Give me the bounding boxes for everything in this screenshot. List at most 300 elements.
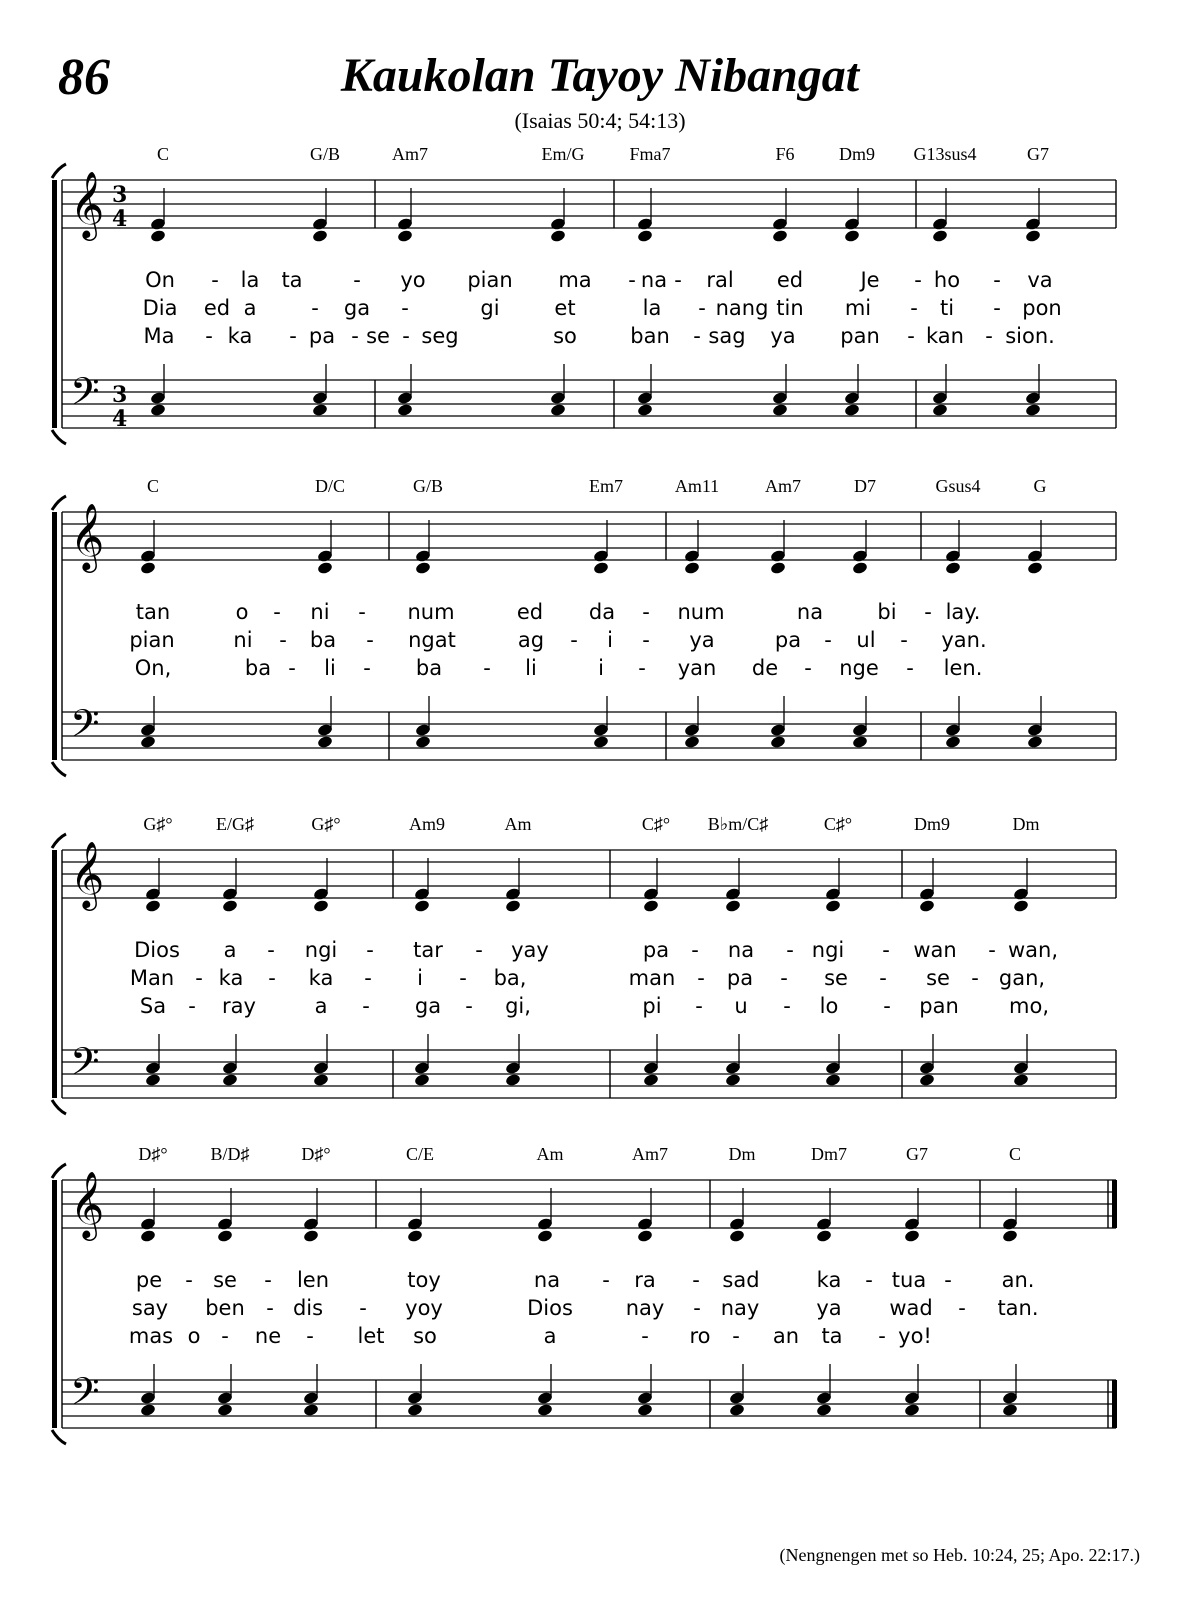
- lyric-hyphen: -: [188, 994, 196, 1018]
- chord-symbol: G13sus4: [913, 144, 977, 164]
- lyric-syllable: ed: [516, 600, 544, 624]
- lyric-hyphen: -: [289, 324, 297, 348]
- lyric-syllable: pon: [1022, 296, 1062, 320]
- system-bracket: [52, 1180, 57, 1428]
- lyric-syllable: so: [553, 324, 577, 348]
- lyric-hyphen: -: [804, 656, 812, 680]
- lyric-hyphen: -: [691, 938, 699, 962]
- lyric-hyphen: -: [311, 296, 319, 320]
- scripture-reference: (Isaias 50:4; 54:13): [514, 108, 686, 133]
- lyric-hyphen: -: [366, 938, 374, 962]
- lyric-hyphen: -: [306, 1324, 314, 1348]
- treble-note-head: [145, 899, 162, 913]
- lyric-syllable: yan: [677, 656, 717, 680]
- chord-symbol: C/E: [405, 1144, 435, 1164]
- lyric-syllable: sag: [708, 324, 746, 348]
- chord-symbol: G♯°: [311, 814, 341, 834]
- lyric-syllable: de: [751, 656, 779, 680]
- treble-note-head: [825, 899, 842, 913]
- lyric-syllable: nge: [839, 656, 879, 680]
- lyric-syllable: ga: [414, 994, 442, 1018]
- lyric-syllable: num: [677, 600, 725, 624]
- lyric-hyphen: -: [988, 938, 996, 962]
- bass-note-head: [140, 1403, 157, 1417]
- lyric-syllable: i: [598, 656, 604, 680]
- treble-clef-icon: 𝄞: [70, 502, 105, 570]
- lyric-hyphen: -: [641, 1324, 649, 1348]
- lyric-syllable: tan: [135, 600, 171, 624]
- lyric-syllable: se: [824, 966, 848, 990]
- chord-symbol: Am7: [765, 476, 801, 496]
- lyric-hyphen: -: [944, 1268, 952, 1292]
- system-bracket: [52, 180, 57, 428]
- lyric-hyphen: -: [267, 938, 275, 962]
- treble-note-head: [317, 561, 334, 575]
- lyric-syllable: tin: [776, 296, 804, 320]
- bass-note-head: [217, 1403, 234, 1417]
- chord-symbol: G7: [1027, 144, 1049, 164]
- lyric-hyphen: -: [362, 994, 370, 1018]
- lyric-hyphen: -: [195, 966, 203, 990]
- treble-note-head: [637, 1229, 654, 1243]
- lyric-syllable: ray: [222, 994, 256, 1018]
- lyric-hyphen: -: [642, 600, 650, 624]
- lyric-hyphen: -: [642, 628, 650, 652]
- lyric-hyphen: -: [985, 324, 993, 348]
- lyric-syllable: ba: [415, 656, 443, 680]
- lyric-syllable: gi: [480, 296, 500, 320]
- chord-symbol: D♯°: [301, 1144, 331, 1164]
- bass-note-head: [844, 403, 861, 417]
- chord-symbol: Dm9: [914, 814, 950, 834]
- lyric-syllable: so: [413, 1324, 437, 1348]
- treble-note-head: [816, 1229, 833, 1243]
- lyric-hyphen: -: [698, 296, 706, 320]
- bass-note-head: [637, 403, 654, 417]
- chord-symbol: G/B: [412, 476, 444, 496]
- lyric-syllable: ro: [689, 1324, 711, 1348]
- lyric-hyphen: -: [602, 1268, 610, 1292]
- lyric-syllable: ni: [233, 628, 253, 652]
- lyric-syllable: ba: [244, 656, 272, 680]
- bracket-hook: [52, 1430, 66, 1444]
- lyric-hyphen: -: [221, 1324, 229, 1348]
- bass-note-head: [1002, 1403, 1019, 1417]
- lyric-syllable: ho: [933, 268, 961, 292]
- lyric-hyphen: -: [732, 1324, 740, 1348]
- lyric-syllable: ya: [816, 1296, 842, 1320]
- bass-note-head: [919, 1073, 936, 1087]
- lyric-syllable: an: [772, 1324, 800, 1348]
- chord-symbol: G♯°: [143, 814, 173, 834]
- lyric-syllable: na: [796, 600, 824, 624]
- lyric-syllable: mas: [128, 1324, 174, 1348]
- chord-symbol: C: [156, 144, 170, 164]
- treble-note-head: [729, 1229, 746, 1243]
- lyric-syllable: Dia: [142, 296, 178, 320]
- lyric-syllable: o: [235, 600, 249, 624]
- chord-symbol: Fma7: [629, 144, 671, 164]
- lyric-hyphen: -: [693, 324, 701, 348]
- lyric-syllable: yo!: [898, 1324, 932, 1348]
- time-signature-bottom: 4: [112, 406, 128, 432]
- treble-clef-icon: 𝄞: [70, 840, 105, 908]
- chord-symbol: D♯°: [138, 1144, 168, 1164]
- treble-note-head: [414, 899, 431, 913]
- treble-note-head: [150, 229, 167, 243]
- lyric-syllable: gan,: [998, 966, 1046, 990]
- lyric-hyphen: -: [465, 994, 473, 1018]
- chord-symbol: D7: [854, 476, 876, 496]
- lyric-syllable: li: [525, 656, 537, 680]
- time-signature-bottom: 4: [112, 206, 128, 232]
- lyric-syllable: On,: [134, 656, 172, 680]
- bass-note-head: [729, 1403, 746, 1417]
- lyric-syllable: ben: [205, 1296, 245, 1320]
- lyric-hyphen: -: [363, 656, 371, 680]
- lyric-syllable: se: [926, 966, 950, 990]
- lyric-hyphen: -: [401, 296, 409, 320]
- lyric-syllable: ne: [254, 1324, 282, 1348]
- treble-clef-icon: 𝄞: [70, 1170, 105, 1238]
- lyric-hyphen: -: [910, 296, 918, 320]
- staff-system-graphic: [0, 472, 1200, 792]
- lyric-hyphen: -: [695, 994, 703, 1018]
- treble-note-head: [593, 561, 610, 575]
- lyric-hyphen: -: [993, 268, 1001, 292]
- lyric-syllable: ral: [706, 268, 734, 292]
- lyric-syllable: wan,: [1007, 938, 1059, 962]
- lyric-hyphen: -: [692, 1268, 700, 1292]
- treble-note-head: [643, 899, 660, 913]
- lyric-syllable: pan: [919, 994, 959, 1018]
- lyric-syllable: pa: [774, 628, 802, 652]
- lyric-syllable: Sa: [139, 994, 167, 1018]
- treble-note-head: [772, 229, 789, 243]
- lyric-syllable: wad: [889, 1296, 933, 1320]
- chord-symbol: G: [1033, 476, 1047, 496]
- treble-note-head: [852, 561, 869, 575]
- hymn-title: Kaukolan Tayoy Nibangat: [340, 49, 860, 102]
- lyric-syllable: ma: [558, 268, 592, 292]
- lyric-syllable: On: [145, 268, 175, 292]
- lyric-syllable: Man: [129, 966, 175, 990]
- bass-note-head: [1027, 735, 1044, 749]
- lyric-hyphen: -: [266, 1296, 274, 1320]
- system-bracket: [52, 512, 57, 760]
- lyric-hyphen: -: [185, 1268, 193, 1292]
- lyric-syllable: sion.: [1005, 324, 1055, 348]
- bracket-hook: [52, 1100, 66, 1114]
- treble-note-head: [932, 229, 949, 243]
- bass-note-head: [397, 403, 414, 417]
- chord-symbol: F6: [775, 144, 795, 164]
- chord-symbol: Am: [536, 1144, 564, 1164]
- chord-symbol: Em/G: [541, 144, 585, 164]
- bass-note-head: [684, 735, 701, 749]
- lyric-syllable: num: [407, 600, 455, 624]
- lyric-syllable: a: [223, 938, 237, 962]
- bass-note-head: [816, 1403, 833, 1417]
- lyric-syllable: Dios: [527, 1296, 573, 1320]
- bracket-hook: [52, 762, 66, 776]
- lyric-syllable: ngi: [811, 938, 845, 962]
- lyric-syllable: i: [607, 628, 613, 652]
- lyric-syllable: ngi: [304, 938, 338, 962]
- lyric-syllable: bi: [877, 600, 897, 624]
- chord-symbol: Dm: [1012, 814, 1040, 834]
- chord-symbol: B/D♯: [210, 1144, 250, 1164]
- lyric-hyphen: -: [279, 628, 287, 652]
- lyric-syllable: ka: [227, 324, 253, 348]
- bass-note-head: [145, 1073, 162, 1087]
- bass-note-head: [643, 1073, 660, 1087]
- lyric-hyphen: -: [958, 1296, 966, 1320]
- bass-clef-icon: 𝄢: [70, 1039, 100, 1093]
- treble-note-head: [222, 899, 239, 913]
- lyric-syllable: la: [642, 296, 662, 320]
- bass-note-head: [772, 403, 789, 417]
- staff-system-graphic: [0, 140, 1200, 460]
- treble-note-head: [1002, 1229, 1019, 1243]
- lyric-hyphen: -: [273, 600, 281, 624]
- lyric-syllable: len: [296, 1268, 330, 1292]
- lyric-syllable: wan: [913, 938, 957, 962]
- lyric-syllable: ka: [308, 966, 334, 990]
- lyric-syllable: kan: [926, 324, 964, 348]
- bracket-hook: [52, 496, 66, 510]
- bass-note-head: [303, 1403, 320, 1417]
- lyric-syllable: o: [187, 1324, 201, 1348]
- treble-note-head: [725, 899, 742, 913]
- lyric-hyphen: -: [205, 324, 213, 348]
- lyric-syllable: ta: [821, 1324, 843, 1348]
- treble-note-head: [537, 1229, 554, 1243]
- lyric-syllable: man: [628, 966, 676, 990]
- chord-symbol: C: [146, 476, 160, 496]
- lyric-syllable: va: [1027, 268, 1053, 292]
- bass-note-head: [313, 1073, 330, 1087]
- lyric-hyphen: -: [697, 966, 705, 990]
- lyric-syllable: na: [533, 1268, 561, 1292]
- bass-note-head: [415, 735, 432, 749]
- lyric-syllable: pa: [308, 324, 336, 348]
- chord-symbol: Dm7: [811, 1144, 847, 1164]
- lyric-hyphen: -: [402, 324, 410, 348]
- bass-note-head: [537, 1403, 554, 1417]
- treble-note-head: [217, 1229, 234, 1243]
- chord-symbol: Am7: [392, 144, 428, 164]
- treble-note-head: [140, 561, 157, 575]
- lyric-syllable: Je: [860, 268, 880, 292]
- lyric-syllable: yay: [511, 938, 549, 962]
- bass-note-head: [414, 1073, 431, 1087]
- lyric-syllable: a: [543, 1324, 557, 1348]
- lyric-syllable: toy: [407, 1268, 441, 1292]
- bass-note-head: [637, 1403, 654, 1417]
- lyric-syllable: Dios: [134, 938, 180, 962]
- bass-note-head: [140, 735, 157, 749]
- lyric-hyphen: -: [907, 324, 915, 348]
- chord-symbol: Gsus4: [935, 476, 981, 496]
- treble-note-head: [1027, 561, 1044, 575]
- lyric-syllable: i: [417, 966, 423, 990]
- hymn-number: 86: [58, 49, 110, 106]
- bass-note-head: [407, 1403, 424, 1417]
- lyric-syllable: ul: [856, 628, 876, 652]
- lyric-syllable: len.: [943, 656, 983, 680]
- bass-note-head: [150, 403, 167, 417]
- lyric-syllable: nang: [715, 296, 769, 320]
- lyric-hyphen: -: [264, 1268, 272, 1292]
- lyric-syllable: ba: [309, 628, 337, 652]
- lyric-hyphen: -: [628, 268, 636, 292]
- chord-symbol: G7: [906, 1144, 928, 1164]
- bracket-hook: [52, 430, 66, 444]
- treble-note-head: [945, 561, 962, 575]
- lyric-syllable: pan: [840, 324, 880, 348]
- lyric-syllable: mo,: [1009, 994, 1049, 1018]
- lyric-syllable: yo: [400, 268, 426, 292]
- bass-clef-icon: 𝄢: [70, 1369, 100, 1423]
- chord-symbol: Dm: [728, 1144, 756, 1164]
- bass-note-head: [505, 1073, 522, 1087]
- chord-symbol: Am: [504, 814, 532, 834]
- lyric-syllable: gi,: [505, 994, 531, 1018]
- bass-note-head: [317, 735, 334, 749]
- system-bracket: [52, 850, 57, 1098]
- final-barline-thick: [1112, 1380, 1117, 1428]
- treble-note-head: [904, 1229, 921, 1243]
- lyric-syllable: ba,: [493, 966, 527, 990]
- treble-clef-icon: 𝄞: [70, 170, 105, 238]
- bracket-hook: [52, 834, 66, 848]
- lyric-syllable: Ma: [143, 324, 175, 348]
- lyric-syllable: pa: [642, 938, 670, 962]
- treble-note-head: [637, 229, 654, 243]
- lyric-hyphen: -: [786, 938, 794, 962]
- lyric-syllable: sad: [722, 1268, 760, 1292]
- bracket-hook: [52, 164, 66, 178]
- lyric-hyphen: -: [638, 656, 646, 680]
- lyric-hyphen: -: [879, 966, 887, 990]
- lyric-hyphen: -: [693, 1296, 701, 1320]
- lyric-syllable: a: [243, 296, 257, 320]
- lyric-syllable: pian: [467, 268, 513, 292]
- lyric-syllable: ed: [776, 268, 804, 292]
- lyric-syllable: u: [734, 994, 748, 1018]
- lyric-syllable: la: [240, 268, 260, 292]
- lyric-hyphen: -: [914, 268, 922, 292]
- chord-symbol: Am9: [409, 814, 445, 834]
- lyric-syllable: tua: [891, 1268, 927, 1292]
- lyric-syllable: pian: [129, 628, 175, 652]
- final-barline-thick: [1112, 1180, 1117, 1228]
- lyric-syllable: seg: [421, 324, 459, 348]
- lyric-syllable: li: [324, 656, 336, 680]
- lyric-syllable: a: [314, 994, 328, 1018]
- lyric-hyphen: -: [364, 966, 372, 990]
- lyric-syllable: ag: [517, 628, 545, 652]
- lyric-syllable: yoy: [405, 1296, 443, 1320]
- treble-note-head: [313, 899, 330, 913]
- lyric-hyphen: -: [924, 600, 932, 624]
- lyric-syllable: mi: [844, 296, 872, 320]
- lyric-hyphen: -: [883, 994, 891, 1018]
- treble-note-head: [407, 1229, 424, 1243]
- lyric-syllable: et: [554, 296, 576, 320]
- lyric-syllable: se: [213, 1268, 237, 1292]
- lyric-syllable: nay: [720, 1296, 760, 1320]
- lyric-hyphen: -: [366, 628, 374, 652]
- chord-symbol: B♭m/C♯: [707, 814, 769, 834]
- lyric-hyphen: -: [475, 938, 483, 962]
- lyric-hyphen: -: [211, 268, 219, 292]
- lyric-hyphen: -: [906, 656, 914, 680]
- lyric-hyphen: -: [268, 966, 276, 990]
- lyric-syllable: yan.: [941, 628, 987, 652]
- bass-note-head: [593, 735, 610, 749]
- lyric-syllable: ka: [218, 966, 244, 990]
- lyric-syllable: pa: [726, 966, 754, 990]
- treble-note-head: [550, 229, 567, 243]
- footer-reference: (Nengnengen met so Heb. 10:24, 25; Apo. 22:17.): [779, 1545, 1140, 1565]
- lyric-syllable: pi: [642, 994, 662, 1018]
- lyric-hyphen: -: [359, 1296, 367, 1320]
- chord-symbol: C♯°: [641, 814, 671, 834]
- bass-note-head: [550, 403, 567, 417]
- lyric-syllable: na: [727, 938, 755, 962]
- time-signature-top: 3: [112, 182, 128, 208]
- lyric-syllable: nay: [625, 1296, 665, 1320]
- lyric-syllable: ga: [343, 296, 371, 320]
- bass-clef-icon: 𝄢: [70, 701, 100, 755]
- lyric-syllable: ban: [630, 324, 670, 348]
- lyric-syllable: na: [640, 268, 668, 292]
- chord-symbol: Em7: [589, 476, 623, 496]
- lyric-hyphen: -: [570, 628, 578, 652]
- lyric-hyphen: -: [900, 628, 908, 652]
- lyric-hyphen: -: [882, 938, 890, 962]
- lyric-syllable: dis: [292, 1296, 324, 1320]
- lyric-hyphen: -: [780, 966, 788, 990]
- lyric-syllable: say: [131, 1296, 169, 1320]
- chord-symbol: C♯°: [823, 814, 853, 834]
- bass-note-head: [945, 735, 962, 749]
- lyric-syllable: pe: [135, 1268, 163, 1292]
- lyric-syllable: lay.: [945, 600, 981, 624]
- lyric-syllable: ti: [939, 296, 955, 320]
- bass-note-head: [825, 1073, 842, 1087]
- lyric-syllable: ra: [634, 1268, 656, 1292]
- chord-symbol: Am7: [632, 1144, 668, 1164]
- treble-note-head: [1013, 899, 1030, 913]
- chord-symbol: E/G♯: [216, 814, 254, 834]
- treble-note-head: [312, 229, 329, 243]
- lyric-syllable: an.: [1001, 1268, 1035, 1292]
- chord-symbol: Dm9: [839, 144, 875, 164]
- bass-note-head: [932, 403, 949, 417]
- lyric-hyphen: -: [674, 268, 682, 292]
- lyric-hyphen: -: [824, 628, 832, 652]
- bass-note-head: [904, 1403, 921, 1417]
- lyric-hyphen: -: [358, 600, 366, 624]
- bass-note-head: [725, 1073, 742, 1087]
- lyric-hyphen: -: [353, 268, 361, 292]
- treble-note-head: [844, 229, 861, 243]
- time-signature-top: 3: [112, 382, 128, 408]
- lyric-syllable: se: [366, 324, 390, 348]
